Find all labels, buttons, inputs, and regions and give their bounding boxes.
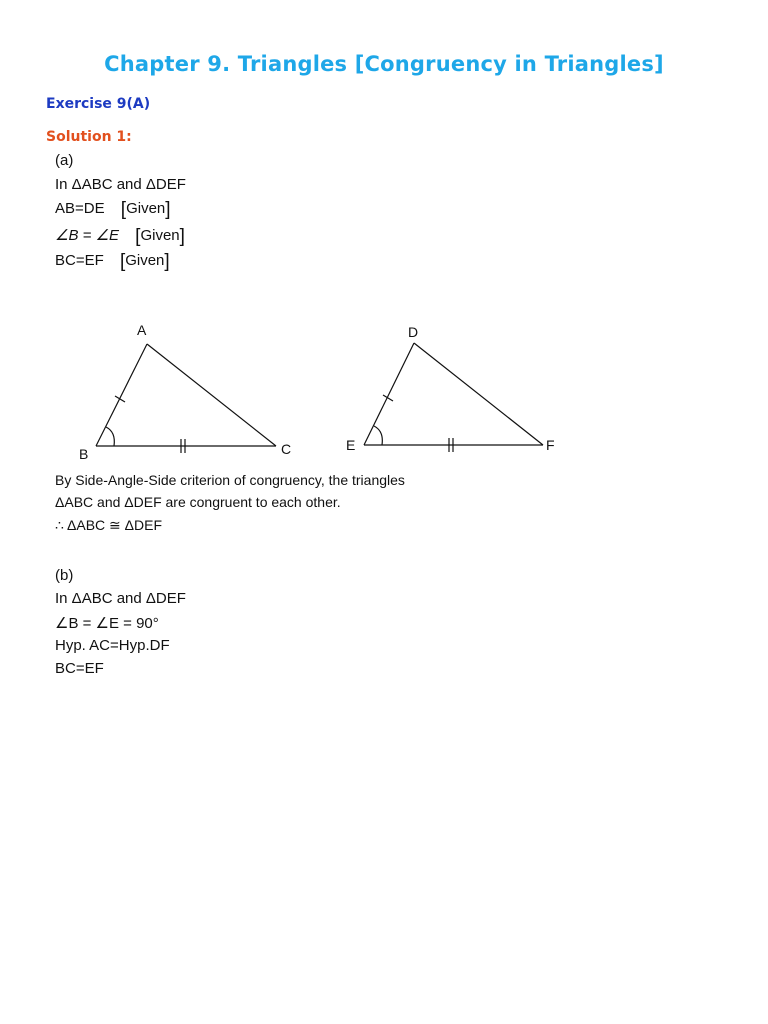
statement-right-angles: ∠B = ∠E = 90° [55,615,159,632]
vertex-label-e: E [346,437,356,453]
reason-text: Given [126,200,166,217]
reason-text: Given [125,252,165,269]
statement-text: AB=DE [55,200,105,217]
part-a-intro: In ΔABC and ΔDEF [55,176,186,193]
conclusion-line-2: ΔABC and ΔDEF are congruent to each other. [55,494,341,510]
side-ab [96,344,147,446]
statement-text: ∠B = ∠E [55,227,119,244]
triangle-def [346,324,555,453]
solution-heading: Solution 1: [46,129,132,145]
side-ac [147,344,276,446]
part-b-label: (b) [55,567,74,584]
reason: [Given] [119,251,170,272]
statement-ab-de [55,200,171,219]
angle-arc-b [106,427,114,446]
part-a-label: (a) [55,152,74,169]
side-df [414,343,543,445]
page-title: Chapter 9. Triangles [Congruency in Triangles] [104,52,664,76]
statement-angle-b-e [55,226,185,246]
vertex-label-d: D [408,324,419,340]
triangle-abc [79,322,291,462]
exercise-heading: Exercise 9(A) [46,96,151,112]
angle-arc-e [374,426,382,445]
statement-text: BC=EF [55,252,104,269]
vertex-label-c: C [281,441,292,457]
part-b-intro: In ΔABC and ΔDEF [55,590,186,607]
statement-hypotenuse: Hyp. AC=Hyp.DF [55,637,170,654]
reason: [Given] [120,199,171,220]
vertex-label-b: B [79,446,89,462]
reason-text: Given [140,227,180,244]
triangle-figures [0,300,768,470]
side-de [364,343,414,445]
statement-bc-ef [55,252,170,271]
vertex-label-f: F [546,437,555,453]
statement-bc-ef-b: BC=EF [55,660,104,677]
therefore-statement: ∴ ΔABC ≅ ΔDEF [55,517,163,533]
reason: [Given] [135,226,185,247]
conclusion-line-1: By Side-Angle-Side criterion of congruency, the triangles [55,472,405,488]
vertex-label-a: A [137,322,147,338]
